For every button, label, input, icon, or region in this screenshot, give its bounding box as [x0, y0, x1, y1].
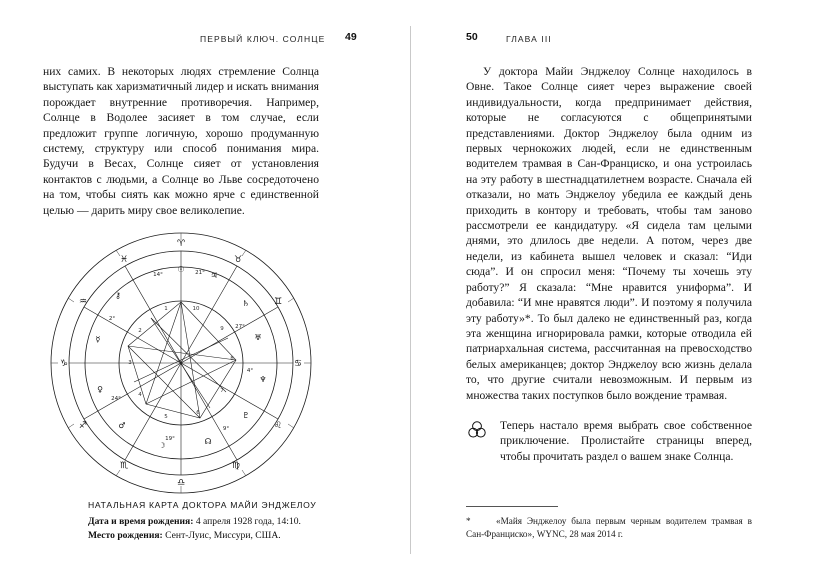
svg-text:♈: ♈	[176, 239, 186, 249]
svg-text:9: 9	[220, 326, 224, 332]
page-number-left: 49	[345, 31, 357, 43]
footnote-divider	[466, 506, 558, 507]
svg-text:21°: 21°	[195, 270, 205, 276]
paragraph: них самих. В некоторых людях стремление Солнца выступать как харизматичный лидер и искать внимания порождает внутренние противоречия. Например, Солнце в Водолее засияет в том случае, если предложит группе логичную, хорошо продуманную систему, структуру или способ понимания мира. Будучи в Весах, Солнце сияет от установления контактов с людьми, а Солнце во Льве сосредоточено на том, чтобы сиять как можно ярче с единственной целью — дарить миру свое великолепие.	[43, 65, 319, 217]
svg-text:☊: ☊	[204, 437, 212, 446]
svg-text:2: 2	[138, 328, 142, 334]
body-text-left	[43, 64, 319, 218]
svg-text:19°: 19°	[165, 436, 175, 442]
natal-chart-wheel	[50, 232, 312, 494]
chart-birth-datetime-label: Дата и время рождения:	[88, 516, 194, 527]
svg-text:10: 10	[192, 306, 200, 312]
svg-text:♃: ♃	[210, 271, 218, 280]
svg-text:♎: ♎	[176, 478, 186, 488]
callout-box	[466, 418, 752, 464]
chart-birth-place-value: Сент-Луис, Миссури, США.	[165, 530, 281, 541]
svg-text:♉: ♉	[233, 255, 243, 265]
svg-text:♒: ♒	[78, 297, 88, 307]
chart-caption: НАТАЛЬНАЯ КАРТА ДОКТОРА МАЙИ ЭНДЖЕЛОУ	[88, 500, 317, 510]
svg-text:♐: ♐	[78, 421, 88, 431]
svg-text:♓: ♓	[119, 255, 129, 265]
chart-birth-place-label: Место рождения:	[88, 530, 163, 541]
svg-text:2°: 2°	[108, 316, 116, 322]
natal-chart-svg	[50, 232, 312, 494]
callout-text: Теперь настало время выбрать свое собственное приключение. Пролистайте страницы вперед, чтобы прочитать раздел о вашем знаке Солнца.	[500, 419, 752, 463]
svg-text:14°: 14°	[153, 272, 163, 278]
svg-text:24°: 24°	[111, 396, 121, 402]
chart-birth-datetime	[88, 516, 408, 527]
svg-text:♋: ♋	[293, 359, 303, 369]
running-head-right: ГЛАВА III	[506, 34, 552, 44]
svg-text:♂: ♂	[118, 421, 126, 430]
svg-text:9°: 9°	[222, 426, 230, 432]
chart-birth-datetime-value: 4 апреля 1928 года, 14:10.	[195, 516, 301, 527]
svg-text:☉: ☉	[177, 265, 185, 274]
running-head-left: ПЕРВЫЙ КЛЮЧ. СОЛНЦЕ	[200, 34, 326, 44]
svg-text:4°: 4°	[246, 368, 254, 374]
svg-text:♊: ♊	[273, 297, 283, 307]
svg-text:♄: ♄	[242, 299, 250, 308]
footnote-marker: *	[466, 516, 471, 526]
footnote-text: «Майя Энджелоу была первым черным водителем трамвая в Сан-Франциско», WYNC, 28 мая 2014 г.	[466, 516, 752, 539]
svg-text:8: 8	[230, 356, 234, 362]
page-gutter-divider	[410, 26, 411, 554]
svg-text:27°: 27°	[235, 324, 245, 330]
svg-text:5: 5	[164, 414, 168, 420]
footnote	[466, 515, 752, 541]
svg-text:♑: ♑	[59, 359, 69, 369]
svg-text:3: 3	[128, 360, 132, 366]
body-text-right	[466, 64, 752, 403]
svg-text:⚷: ⚷	[115, 291, 121, 300]
svg-text:♌: ♌	[273, 421, 283, 431]
paragraph: У доктора Майи Энджелоу Солнце находилось в Овне. Такое Солнце сияет через выражение своей индивидуальности, когда предпринимает действия, которые не согласуются с общепринятыми представлениями. Доктор Энджелоу была одним из первых чернокожих людей, если не единственным водителем трамвая в Сан-Франциско, и она устроилась на эту работу в шестнадцатилетнем возрасте. Сначала ей отказали, но мать Энджелоу убедила ее каждый день приходить в контору и требовать, чтобы там заново рассмотрели ее кандидатуру. «Я сидела там целыми днями, это длилось две недели. А потом, через две недели, из кабинета вышел человек и сказал: “Иди сюда”. И он спросил меня: “Почему ты хочешь эту работу?” Я сказала: “Мне нравится униформа”. И добавила: “И мне нравятся люди”. И поэтому я получила эту работу»*. То был далеко не единственный раз, когда эта женщина игнорировала рамки, которые отводила ей патриархальная система, рассчитанная на превосходство белых американцев; доктор Энджелоу всю жизнь делала то, что другие считали невозможным. И первым из множества таких поступков было вождение трамвая.	[466, 65, 752, 402]
page-number-right: 50	[466, 31, 478, 43]
triquetra-icon	[466, 419, 488, 441]
svg-text:♆: ♆	[259, 375, 267, 384]
svg-text:♇: ♇	[242, 411, 250, 420]
svg-text:1: 1	[164, 306, 168, 312]
aspect-lines	[128, 302, 236, 418]
svg-text:♅: ♅	[254, 333, 262, 342]
svg-text:♏: ♏	[119, 461, 129, 471]
svg-text:♀: ♀	[97, 385, 103, 394]
svg-text:☽: ☽	[158, 441, 166, 450]
svg-text:♍: ♍	[231, 461, 241, 471]
svg-text:7: 7	[220, 388, 224, 394]
svg-text:☿: ☿	[95, 335, 101, 344]
chart-birth-place	[88, 530, 408, 541]
svg-text:6: 6	[196, 410, 200, 416]
svg-text:4: 4	[138, 392, 142, 398]
